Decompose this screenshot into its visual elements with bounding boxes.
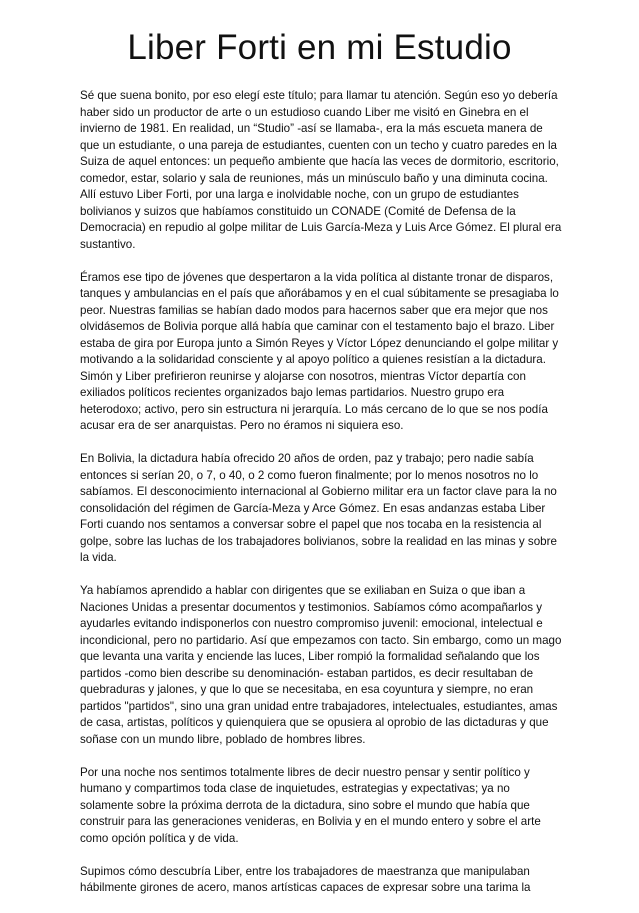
paragraph: Por una noche nos sentimos totalmente libres de decir nuestro pensar y sentir político y humano y compartimos toda clase de inquietudes, estrategias y expectativas; ya no solamente sobre la próxima derrota de la dictadura, sino sobre el mundo que había que construir para las generaciones venideras, en Bolivia y en el mundo entero y sobre el arte como opción política y de vida. xyxy=(80,765,541,845)
paragraph: Sé que suena bonito, por eso elegí este título; para llamar tu atención. Según eso yo debería haber sido un productor de arte o un estudioso cuando Liber me visitó en Ginebra en el invierno de 1981. En realidad, un “Studio” -así se llamaba-, era la más escueta manera de que un estudiante, o una pareja de estudiantes, cuenten con un techo y cuatro paredes en la Suiza de aquel entonces: un pequeño ambiente que hacía las veces de dormitorio, escritorio, comedor, estar, solario y sala de reuniones, más un minúsculo baño y una diminuta cocina. Allí estuvo Liber Forti, por una larga e inolvidable noche, con un grupo de estudiantes bolivianos y suizos que habíamos constituido un CONADE (Comité de Defensa de la Democracia) en repudio al golpe militar de Luis García-Meza y Luis Arce Gómez. El plural era sustantivo. xyxy=(80,89,562,251)
paragraph: Éramos ese tipo de jóvenes que despertaron a la vida política al distante tronar de disparos, tanques y ambulancias en el país que añorábamos y en el cual súbitamente se presagiaba lo peor. Nuestras familias se habían dado modos para hacernos saber que era mejor que nos olvidásemos de Bolivia porque allá había que caminar con el testamento bajo el brazo. Liber estaba de gira por Europa junto a Simón Reyes y Víctor López denunciando el golpe militar y motivando a la solidaridad consciente y al apoyo político a quienes resistían a la dictadura. Simón y Liber prefirieron reunirse y alojarse con nosotros, mientras Víctor departía con exiliados políticos recientes organizados bajo lemas partidarios. Nuestro grupo era heterodoxo; activo, pero sin estructura ni jerarquía. Lo más cercano de lo que se nos podía acusar era de ser anarquistas. Pero no éramos ni siquiera eso. xyxy=(80,270,559,432)
paragraph: Ya habíamos aprendido a hablar con dirigentes que se exiliaban en Suiza o que iban a Naciones Unidas a presentar documentos y testimonios. Sabíamos cómo acompañarlos y ayudarles evitando indisponerlos con nuestro compromiso juvenil: emocional, intelectual e incondicional, pero no partidario. Así que empezamos con tacto. Sin embargo, como un mago que levanta una varita y enciende las luces, Liber rompió la formalidad señalando que los partidos -como bien describe su denominación- estaban partidos, es decir resultaban de quebraduras y jalones, y que lo que se necesitaba, en esa coyuntura y siempre, no eran partidos "partidos", sino una gran unidad entre trabajadores, intelectuales, estudiantes, amas de casa, artistas, políticos y quienquiera que se opusiera al oprobio de las dictaduras y que soñase con un mundo libre, poblado de hombres libres. xyxy=(80,584,562,746)
paragraph: Supimos cómo descubría Liber, entre los trabajadores de maestranza que manipulaban hábilmente girones de acero, manos artísticas capaces de expresar sobre una tarima la xyxy=(80,864,531,894)
paragraph: En Bolivia, la dictadura había ofrecido 20 años de orden, paz y trabajo; pero nadie sabía entonces si serían 20, o 7, o 40, o 2 como fueron finalmente; por lo menos nosotros no lo sabíamos. El desconocimiento internacional al Gobierno militar era un factor clave para la no consolidación del régimen de García-Meza y Arce Gómez. En esas andanzas estaba Liber Forti cuando nos sentamos a conversar sobre el papel que nos tocaba en la resistencia al golpe, sobre las luchas de los trabajadores bolivianos, sobre la realidad en las minas y sobre la vida. xyxy=(80,452,557,564)
document-title: Liber Forti en mi Estudio xyxy=(127,28,512,67)
document-body xyxy=(80,88,563,913)
